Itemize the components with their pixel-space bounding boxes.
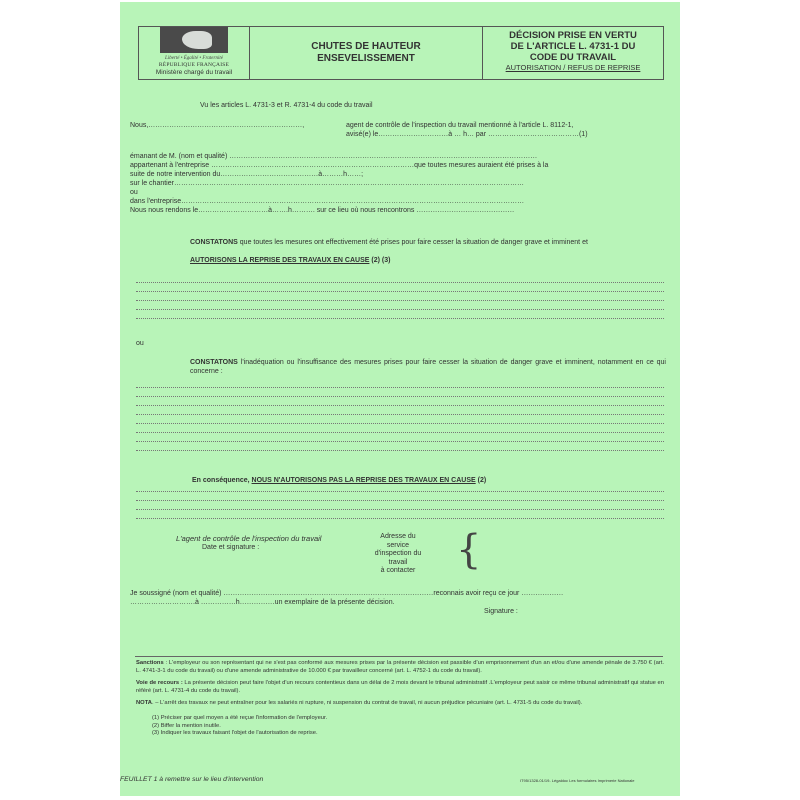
nota-text: . – L'arrêt des travaux ne peut entraîner pour les salariés ni rupture, ni suspension du contrat de travail, ni aucun préjudice pécuniaire (art. L. 4731-5 du code du travail). [152,700,583,706]
sanctions-note [136,660,664,675]
decision-subtitle: AUTORISATION / REFUS DE REPRISE [505,63,641,72]
ministry-logo-block [139,27,250,79]
form-header [138,26,664,80]
title-line-2: ENSEVELISSEMENT [317,53,415,64]
adresse-service [368,533,428,576]
footnote-3: (3) Indiquer les travaux faisant l'objet de l'autorisation de reprise. [152,730,318,736]
dotted-line[interactable] [136,517,664,519]
dotted-line[interactable] [136,299,664,301]
nous-field[interactable]: Nous,…………………………………………………………, [130,122,305,129]
dotted-line[interactable] [136,308,664,310]
footnote-2: (2) Biffer la mention inutile. [152,722,221,729]
marianne-logo-icon [160,27,228,53]
imprint: IT95/1328-01/19- Légaldoc Les formulaires Imprimerie Nationale [520,778,635,783]
constatons-text: que toutes les mesures ont effectivement été prises pour faire cesser la situation de danger grave et imminent et [237,239,588,246]
footer-divider [135,656,663,657]
constatons-insuffisance [190,358,666,376]
ou-label: ou [130,189,138,196]
nota-label: NOTA [136,700,152,706]
date-signature-label: Date et signature : [202,544,260,551]
sanctions-text: : L'employeur ou son représentant qui ne s'est pas conformé aux mesures prises par la présente décision est passible d'un emprisonnement d'un an et/ou d'une amende pénale de 3.750 € (art. L. 4741-3-1 du code du travail) ou d'une amende administrative de 10.000 € par travailleur concerné (art. L. 4752-1 du code du travail). [136,660,664,674]
adresse-line: à contacter [380,567,416,574]
chantier-field[interactable]: sur le chantier…………………………………………………………………………………………………………………………………… [130,180,524,187]
dotted-line[interactable] [136,413,664,415]
dotted-line[interactable] [136,422,664,424]
sanctions-label: Sanctions [136,660,164,666]
refus-reprise: NOUS N'AUTORISONS PAS LA REPRISE DES TRAVAUX EN CAUSE [251,477,476,484]
form-title [250,27,483,79]
form-page [120,2,680,796]
agent-label: L'agent de contrôle de l'inspection du travail [176,534,322,543]
autorisons-reprise: AUTORISONS LA REPRISE DES TRAVAUX EN CAUSE [190,257,370,264]
recours-note [136,680,664,695]
decision-line-2: DE L'ARTICLE L. 4731-1 DU [510,41,636,52]
dotted-line[interactable] [136,440,664,442]
dotted-line[interactable] [136,508,664,510]
decision-block [483,27,663,79]
dotted-line[interactable] [136,317,664,319]
dotted-line[interactable] [136,281,664,283]
ministere: Ministère chargé du travail [155,69,233,76]
dotted-line[interactable] [136,490,664,492]
appartenant-field[interactable]: appartenant à l'entreprise ……………………………………………………………………………que toutes mesures auraient été prises à la [130,162,549,169]
recours-label: Voie de recours : [136,680,183,686]
ou-separator: ou [136,340,144,347]
constatons-bold: CONSTATONS [190,239,238,246]
emanant-field[interactable]: émanant de M. (nom et qualité) …………………………………………………………………………………………………………………… [130,153,538,160]
title-line-1: CHUTES DE HAUTEUR [311,41,421,52]
autorisons-line [190,256,390,265]
nota-note [136,700,664,708]
entreprise-field[interactable]: dans l'entreprise………………………………………………………………………………………………………………………………… [130,198,525,205]
dotted-line[interactable] [136,395,664,397]
footnotes [152,715,652,738]
constatons-ok [190,238,666,247]
refus-line [192,476,486,485]
agent-text: agent de contrôle de l'inspection du travail mentionné à l'article L. 8112-1, [346,122,574,129]
constatons-text: l'inadéquation ou l'insuffisance des mesures prises pour faire cesser la situation de danger grave et imminent, notamment en ce qui concerne : [190,359,666,375]
decision-line-3: CODE DU TRAVAIL [529,52,617,63]
dotted-line[interactable] [136,449,664,451]
dotted-line[interactable] [136,499,664,501]
signature-label: Signature : [484,608,518,615]
refus-refs: (2) [475,477,487,484]
reception-field[interactable]: ……………………….à ……………h……………un exemplaire de la présente décision. [130,599,395,606]
rendons-field[interactable]: Nous nous rendons le…………………………à…….h………. sur ce lieu où nous rencontrons …………………………………… [130,207,515,214]
constatons-bold: CONSTATONS [190,359,238,366]
dotted-line[interactable] [136,290,664,292]
autorisons-refs: (2) (3) [369,257,391,264]
soussigne-field[interactable]: Je soussigné (nom et qualité) ………………………………………………………………………………reconnais avoir reçu ce jour ……………… [130,590,564,597]
adresse-line: Adresse du [380,533,416,540]
adresse-line: travail [388,558,408,566]
republique-francaise: RÉPUBLIQUE FRANÇAISE [158,62,230,68]
adresse-line: service [386,541,410,549]
intervention-field[interactable]: suite de notre intervention du……………………………………à………h……; [130,171,364,178]
footnote-1: (1) Préciser par quel moyen a été reçue l'information de l'employeur. [152,715,328,721]
dotted-line[interactable] [136,386,664,388]
dotted-line[interactable] [136,404,664,406]
adresse-line: d'inspection du [374,550,422,557]
feuillet-label: FEUILLET 1 à remettre sur le lieu d'intervention [120,776,264,783]
en-consequence: En conséquence, [192,477,252,484]
dotted-line[interactable] [136,431,664,433]
avise-field[interactable]: avisé(e) le…………………………à … h… par …………………………………(1) [346,131,588,138]
brace-icon: { [456,527,482,573]
legal-basis: Vu les articles L. 4731-3 et R. 4731-4 du code du travail [200,102,373,109]
devise: Liberté • Égalité • Fraternité [165,56,223,61]
recours-text: La présente décision peut faire l'objet d'un recours contentieux dans un délai de 2 mois devant le tribunal administratif .L'employeur peut saisir ce même tribunal administratif qui statue en référé (art. L. 4731-4 du code du travail). [136,680,664,694]
decision-line-1: DÉCISION PRISE EN VERTU [509,30,637,41]
